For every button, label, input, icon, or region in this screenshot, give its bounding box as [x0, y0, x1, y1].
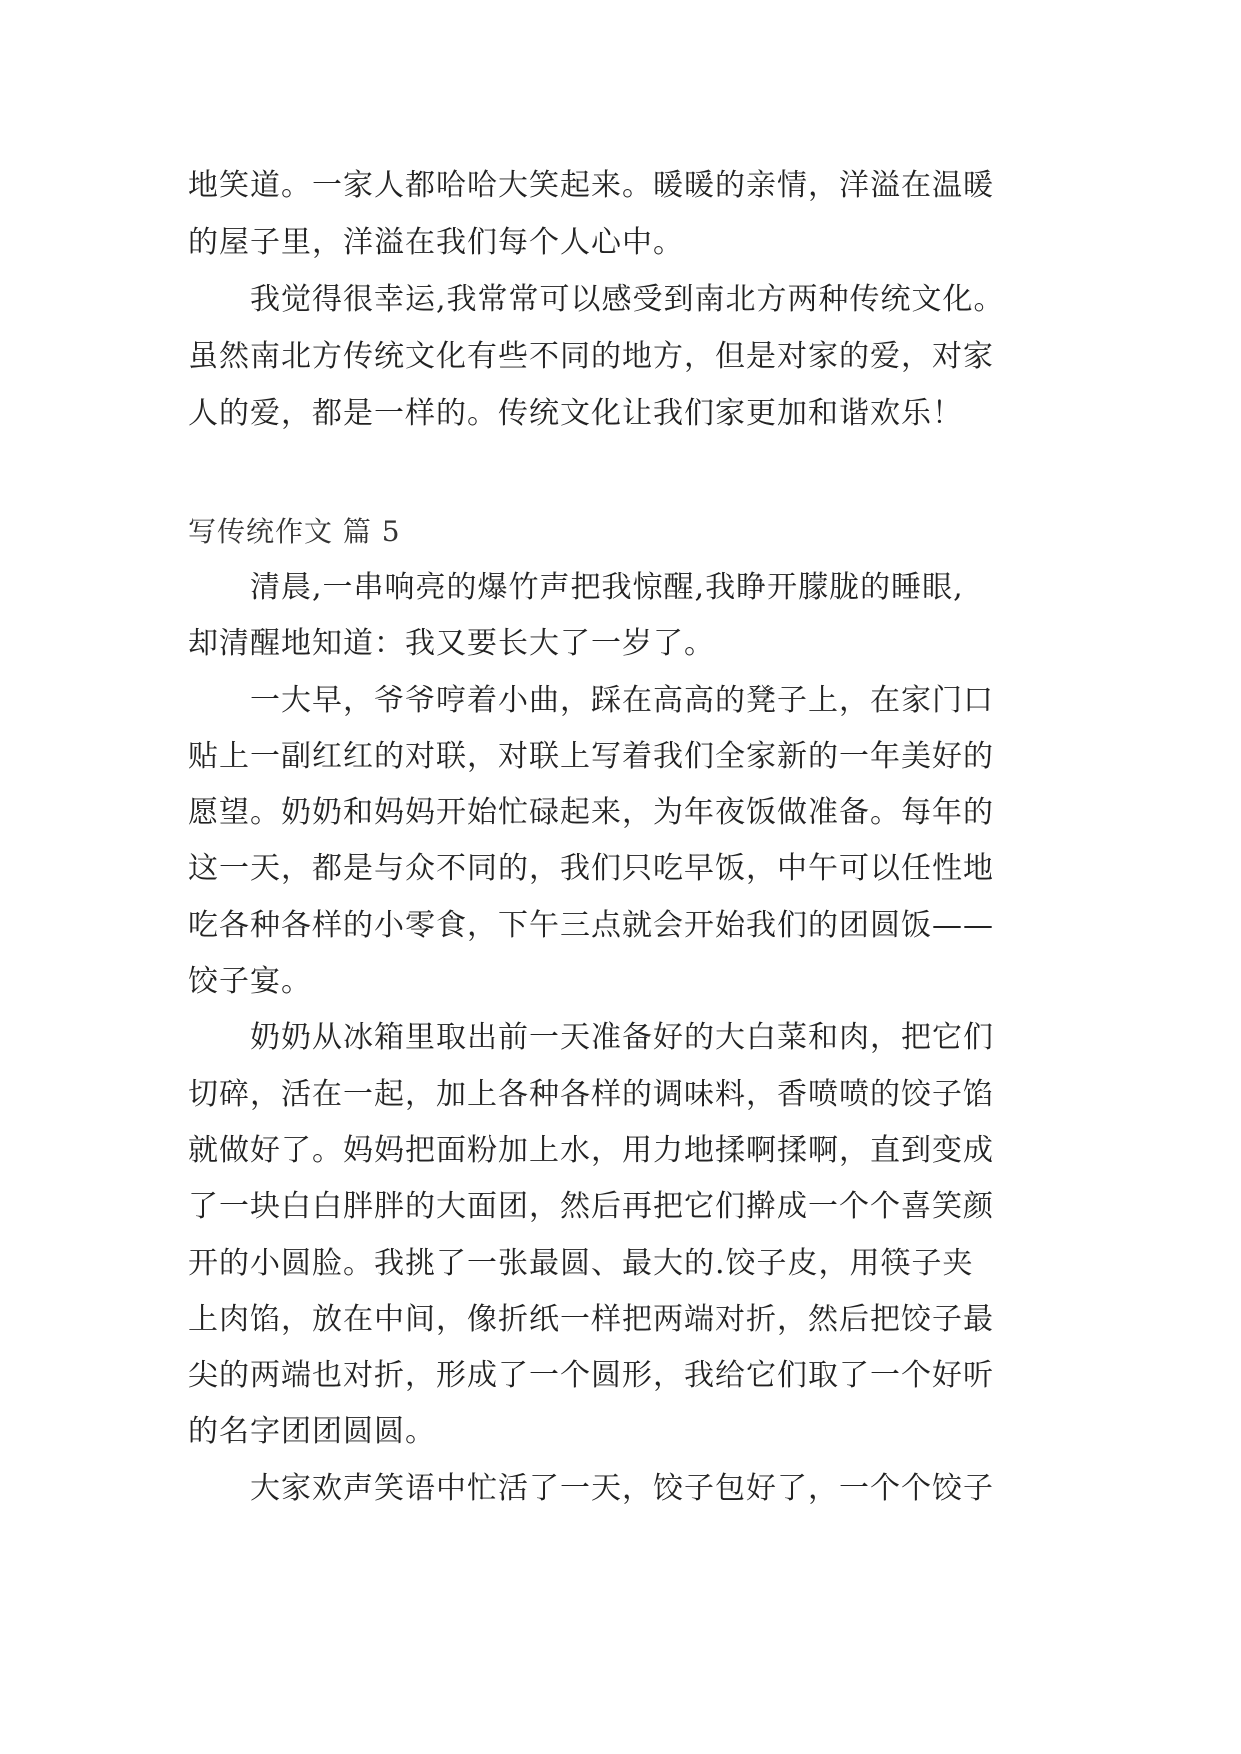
text-line: 虽然南北方传统文化有些不同的地方，但是对家的爱，对家	[188, 339, 994, 374]
text-line: 的屋子里，洋溢在我们每个人心中。	[188, 225, 684, 260]
text-line: 这一天，都是与众不同的，我们只吃早饭，中午可以任性地	[188, 851, 994, 887]
text-line: 我觉得很幸运,我常常可以感受到南北方两种传统文化。	[188, 282, 1005, 317]
text-line: 地笑道。一家人都哈哈大笑起来。暖暖的亲情，洋溢在温暖	[188, 168, 994, 203]
text-line: 的名字团团圆圆。	[188, 1414, 436, 1450]
text-line: 吃各种各样的小零食，下午三点就会开始我们的团圆饭——	[188, 907, 994, 943]
section-a-paragraphs	[188, 157, 1068, 442]
section-heading-block	[188, 507, 1068, 557]
text-line: 奶奶从冰箱里取出前一天准备好的大白菜和肉，把它们	[188, 1020, 994, 1056]
text-line: 饺子宴。	[188, 964, 312, 1000]
section-b-paragraphs	[188, 560, 1068, 1517]
text-line: 切碎，活在一起，加上各种各样的调味料，香喷喷的饺子馅	[188, 1076, 994, 1112]
text-line: 就做好了。妈妈把面粉加上水，用力地揉啊揉啊，直到变成	[188, 1132, 994, 1168]
text-line: 开的小圆脸。我挑了一张最圆、最大的.饺子皮，用筷子夹	[188, 1245, 974, 1281]
text-line: 上肉馅，放在中间，像折纸一样把两端对折，然后把饺子最	[188, 1301, 994, 1337]
text-line: 大家欢声笑语中忙活了一天，饺子包好了，一个个饺子	[188, 1470, 994, 1506]
text-line: 愿望。奶奶和妈妈开始忙碌起来，为年夜饭做准备。每年的	[188, 795, 994, 831]
section-heading: 写传统作文 篇 5	[188, 515, 401, 548]
text-line: 一大早，爷爷哼着小曲，踩在高高的凳子上，在家门口	[188, 682, 994, 718]
text-line: 了一块白白胖胖的大面团，然后再把它们擀成一个个喜笑颜	[188, 1189, 994, 1225]
text-line: 尖的两端也对折，形成了一个圆形，我给它们取了一个好听	[188, 1358, 994, 1394]
text-line: 人的爱，都是一样的。传统文化让我们家更加和谐欢乐！	[188, 396, 963, 431]
text-line: 清晨,一串响亮的爆竹声把我惊醒,我睁开朦胧的睡眼,	[188, 570, 964, 605]
text-line: 却清醒地知道：我又要长大了一岁了。	[188, 626, 715, 662]
text-line: 贴上一副红红的对联，对联上写着我们全家新的一年美好的	[188, 738, 994, 774]
